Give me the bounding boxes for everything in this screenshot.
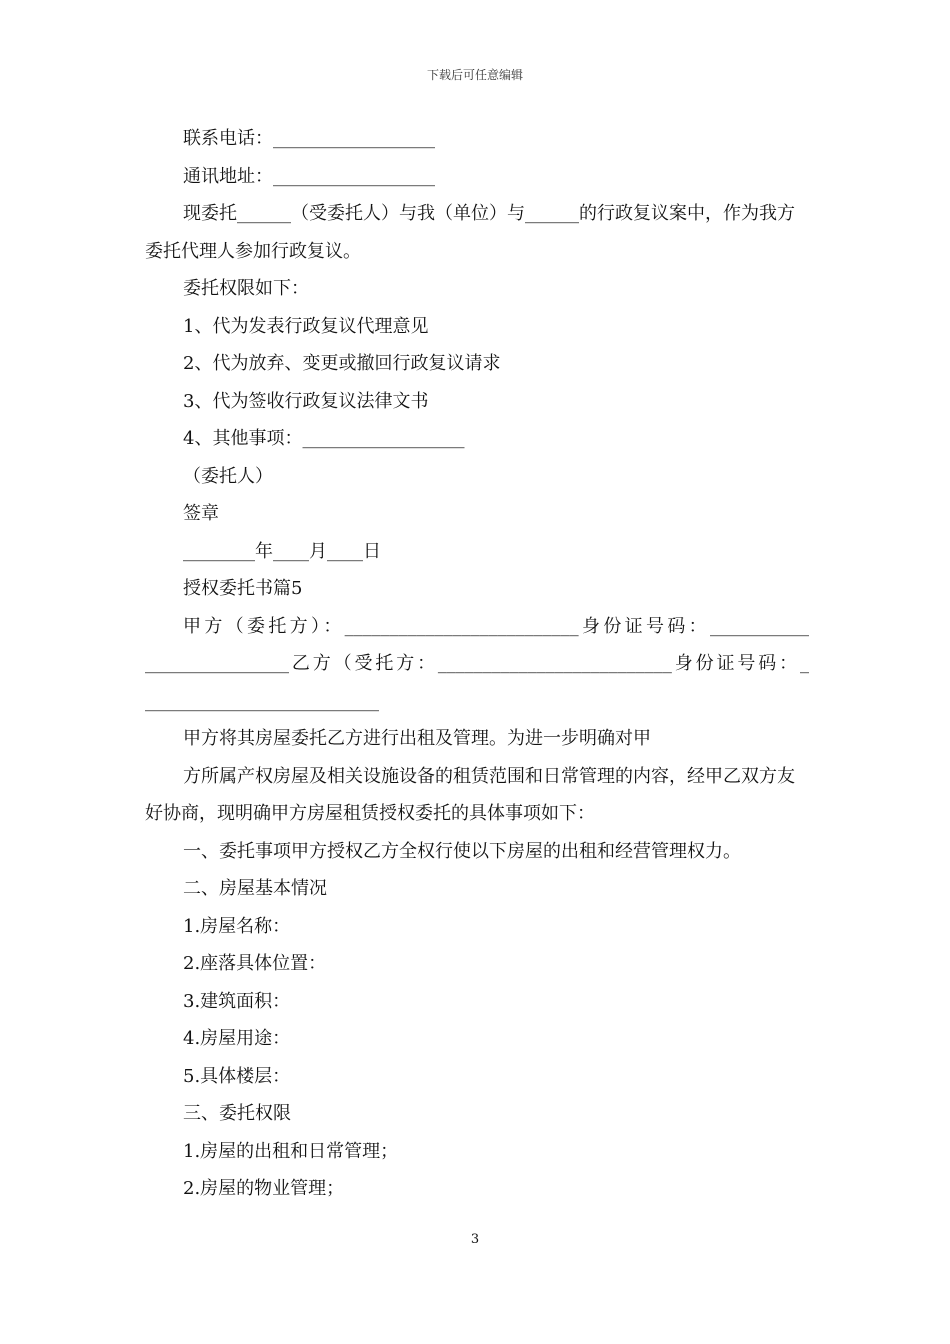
document-body: [145, 120, 809, 1208]
date-line: ________年____月____日: [183, 540, 381, 562]
authority-intro: 委托权限如下：: [183, 278, 309, 299]
authority-item-3: 3、代为签收行政复议法律文书: [183, 390, 429, 412]
principal-label: （委托人）: [183, 465, 273, 487]
paragraph-2: 方所属产权房屋及相关设施设备的租赁范围和日常管理的内容，经甲乙双方友好协商，现明确甲方房屋租赁授权委托的具体事项如下：: [145, 765, 795, 824]
contact-phone-line: 联系电话：__________________: [183, 128, 435, 149]
section-3: 三、委托权限: [183, 1103, 291, 1124]
page-number: 3: [470, 1232, 480, 1247]
party-a-line: 甲方（委托方）：__________________________身份证号码：___________: [183, 615, 809, 637]
authority-item-2: 2、代为放弃、变更或撤回行政复议请求: [183, 353, 501, 374]
section-title: 授权委托书篇5: [183, 578, 303, 599]
seal-label: 签章: [183, 503, 219, 524]
paragraph-1: 甲方将其房屋委托乙方进行出租及管理。为进一步明确对甲: [183, 728, 651, 749]
underline-end: __________________________: [145, 690, 379, 712]
authority-item-4: 4、其他事项：__________________: [183, 428, 465, 449]
house-item-1: 1.房屋名称：: [183, 915, 291, 937]
party-b-line: ________________乙方（受托方：__________________________身份证号码：_: [145, 653, 809, 674]
section-2: 二、房屋基本情况: [183, 878, 327, 899]
house-item-2: 2.座落具体位置：: [183, 953, 327, 974]
house-item-4: 4.房屋用途：: [183, 1028, 291, 1049]
house-item-5: 5.具体楼层：: [183, 1065, 291, 1087]
section-1: 一、委托事项甲方授权乙方全权行使以下房屋的出租和经营管理权力。: [183, 840, 741, 862]
authority-scope-1: 1.房屋的出租和日常管理；: [183, 1140, 399, 1162]
authority-item-1: 1、代为发表行政复议代理意见: [183, 315, 429, 337]
entrust-statement: 现委托______（受委托人）与我（单位）与______的行政复议案中，作为我方委托代理人参加行政复议。: [145, 203, 795, 262]
house-item-3: 3.建筑面积：: [183, 990, 291, 1012]
address-line: 通讯地址：__________________: [183, 165, 435, 187]
authority-scope-2: 2.房屋的物业管理；: [183, 1178, 345, 1199]
page-header-note: 下载后可任意编辑: [426, 68, 523, 82]
